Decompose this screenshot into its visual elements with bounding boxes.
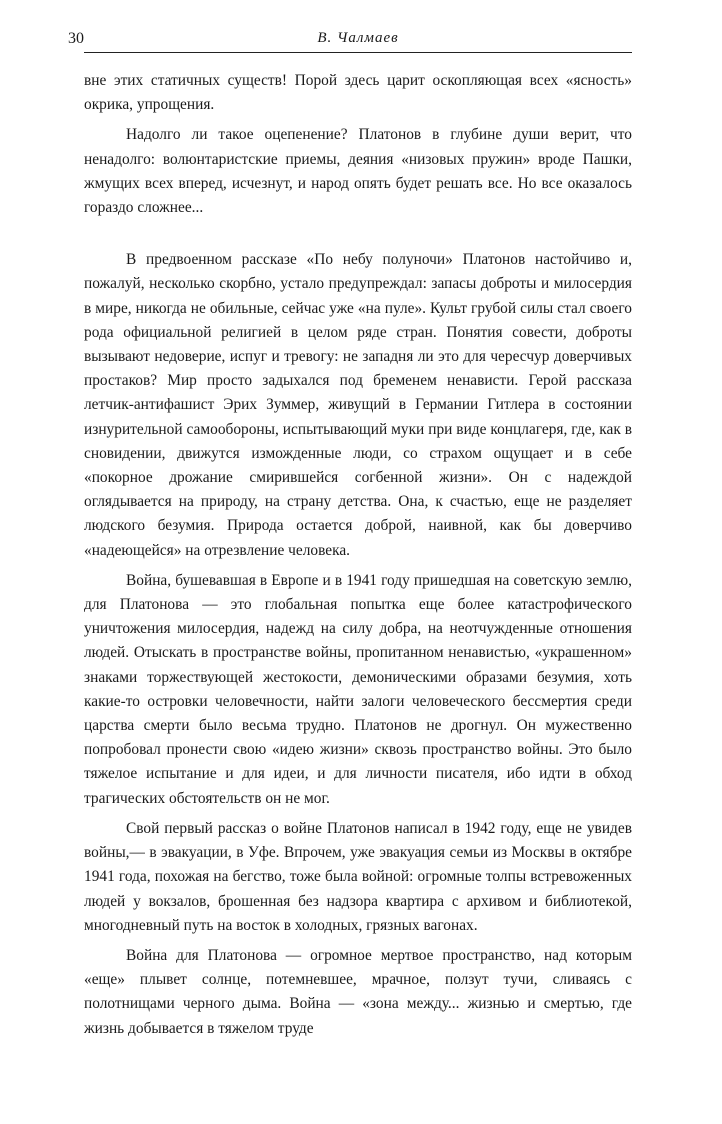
paragraph: вне этих статичных существ! Порой здесь царит оскопляющая всех «ясность» окрика, упрощения. (84, 72, 632, 114)
running-header (68, 28, 632, 53)
paragraph: Война для Платонова — огромное мертвое пространство, над которым «еще» плывет солнце, потемневшее, мрачное, ползут тучи, сливаясь с полотнищами черного дыма. Война — «зона между... жизнью и смертью, где жизнь добывается в тяжелом труде (84, 946, 632, 1037)
running-title: В. Чалмаев (317, 30, 399, 46)
paragraph: В предвоенном рассказе «По небу полуночи» Платонов настойчиво и, пожалуй, несколько скорбно, устало предупреждал: запасы доброты и милосердия в мире, никогда не обильные, сейчас уже «на пуле». Культ грубой силы стал своего рода официальной религией в целом ряде стран. Понятия совести, доброты вызывают недоверие, испуг и тревогу: не западня ли это для чересчур доверчивых простаков? Мир просто задыхался под бременем ненависти. Герой рассказа летчик-антифашист Эрих Зуммер, живущий в Германии Гитлера в состоянии изнурительной самообороны, испытывающий муки при виде концлагеря, где, как в сновидении, движутся изможденные люди, со страхом ощущает и в себе «покорное дрожание смирившейся согбенной жизни». Он с надеждой оглядывается на природу, на страну детства. Она, к счастью, еще не разделяет людского безумия. Природа остается доброй, наивной, как бы доверчиво «надеющейся» на отрезвление человека. (84, 251, 632, 559)
paragraph: Свой первый рассказ о войне Платонов написал в 1942 году, еще не увидев войны,— в эвакуации, в Уфе. Впрочем, уже эвакуация семьи из Москвы в октябре 1941 года, похожая на бегство, тоже была войной: огромные толпы встревоженных людей у вокзалов, брошенная без надзора квартира с архивом и библиотекой, многодневный путь на восток в холодных, грязных вагонах. (84, 819, 632, 934)
paragraph: Война, бушевавшая в Европе и в 1941 году пришедшая на советскую землю, для Платонова — это глобальная попытка еще более катастрофического уничтожения милосердия, надежд на силу добра, на неотчужденные отношения людей. Отыскать в пространстве войны, пропитанном ненавистью, «украшенном» знаками торжествующей жестокости, демоническими образами безумия, хоть какие-то островки человечности, найти залоги человеческого бессмертия среди царства смерти было весьма трудно. Платонов не дрогнул. Он мужественно попробовал пронести свою «идею жизни» сквозь пространство войны. Это было тяжелое испытание и для идеи, и для личности писателя, ибо идти в обход трагических обстоятельств он не мог. (84, 571, 632, 807)
body-text (84, 69, 632, 1041)
page-number: 30 (68, 30, 84, 47)
book-page (68, 28, 632, 1041)
paragraph: Надолго ли такое оцепенение? Платонов в глубине души верит, что ненадолго: волюнтаристские приемы, деяния «низовых пружин» вроде Пашки, жмущих всех вперед, исчезнут, и народ опять будет решать все. Но все оказалось гораздо сложнее... (84, 126, 632, 217)
